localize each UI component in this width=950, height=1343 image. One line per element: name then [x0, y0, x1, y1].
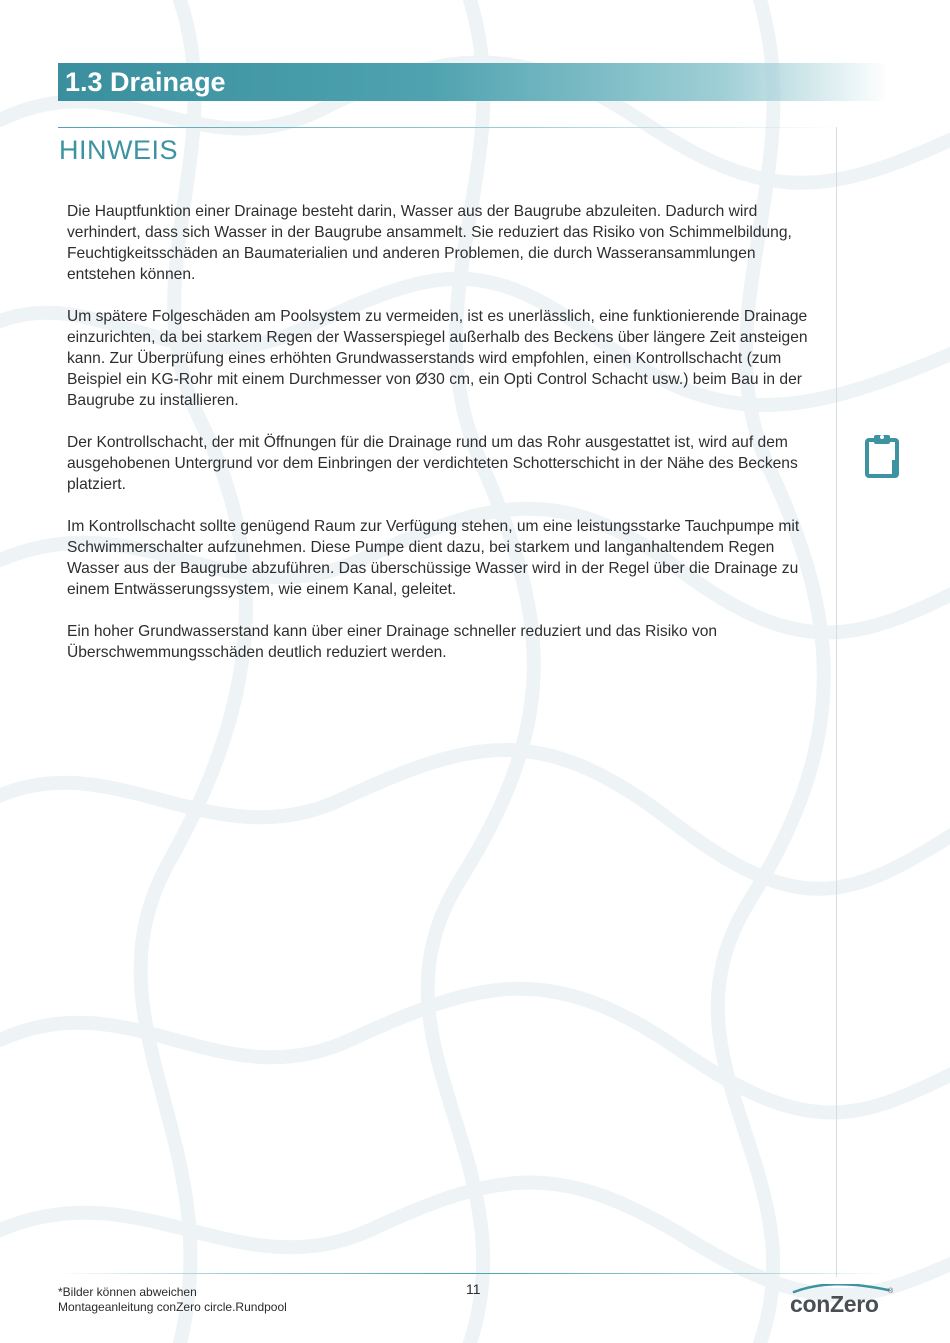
paragraph: Im Kontrollschacht sollte genügend Raum zur Verfügung stehen, um eine leistungsstarke Tauchpumpe mit Schwimmerschalter aufzunehmen. Diese Pumpe dient dazu, bei starkem und langanhaltendem Regen Wasser aus der Baugrube abzuführen. Das überschüssige Wasser wird in der Regel über die Drainage zu einem Entwässerungssystem, wie einem Kanal, geleitet.: [67, 518, 800, 598]
header-divider: [58, 127, 838, 128]
paragraph: Der Kontrollschacht, der mit Öffnungen für die Drainage rund um das Rohr ausgestattet ist, wird auf dem ausgehobenen Untergrund vor dem Einbringen der verdichteten Schotterschicht in der Nähe des Beckens platziert.: [67, 434, 798, 493]
section-title: 1.3 Drainage: [65, 67, 226, 97]
footer-document-title: Montageanleitung conZero circle.Rundpool: [58, 1300, 287, 1314]
hinweis-heading: HINWEIS: [59, 135, 179, 165]
footer-disclaimer: *Bilder können abweichen: [58, 1285, 197, 1299]
paragraph: Ein hoher Grundwasserstand kann über einer Drainage schneller reduziert und das Risiko von Überschwemmungsschäden deutlich reduziert werden.: [67, 623, 718, 661]
logo-text: conZero: [790, 1291, 879, 1317]
footer-divider: [58, 1273, 888, 1274]
paragraph: Die Hauptfunktion einer Drainage besteht darin, Wasser aus der Baugrube abzuleiten. Dadurch wird verhindert, dass sich Wasser in der Baugrube ansammelt. Sie reduziert das Risiko von Schimmelbildung, Feuchtigkeitsschäden an Baumaterialien und anderen Problemen, die durch Wasseransammlungen entstehen können.: [67, 203, 792, 283]
logo-registered-mark: ®: [888, 1288, 894, 1295]
clipboard-icon: [864, 432, 900, 478]
footer-note: [58, 1285, 287, 1315]
section-header-bar: [58, 63, 888, 101]
body-text: [67, 201, 827, 684]
right-margin-line: [836, 127, 837, 1277]
page-number: 11: [466, 1281, 481, 1297]
paragraph: Um spätere Folgeschäden am Poolsystem zu vermeiden, ist es unerlässlich, eine funktionierende Drainage einzurichten, da bei starkem Regen der Wasserspiegel außerhalb des Beckens über längere Zeit ansteigen kann. Zur Überprüfung eines erhöhten Grundwasserstands wird empfohlen, einen Kontrollschacht (zum Beispiel ein KG-Rohr mit einem Durchmesser von Ø30 cm, ein Opti Control Schacht usw.) beim Bau in der Baugrube zu installieren.: [67, 308, 808, 409]
conzero-logo: [788, 1284, 898, 1320]
